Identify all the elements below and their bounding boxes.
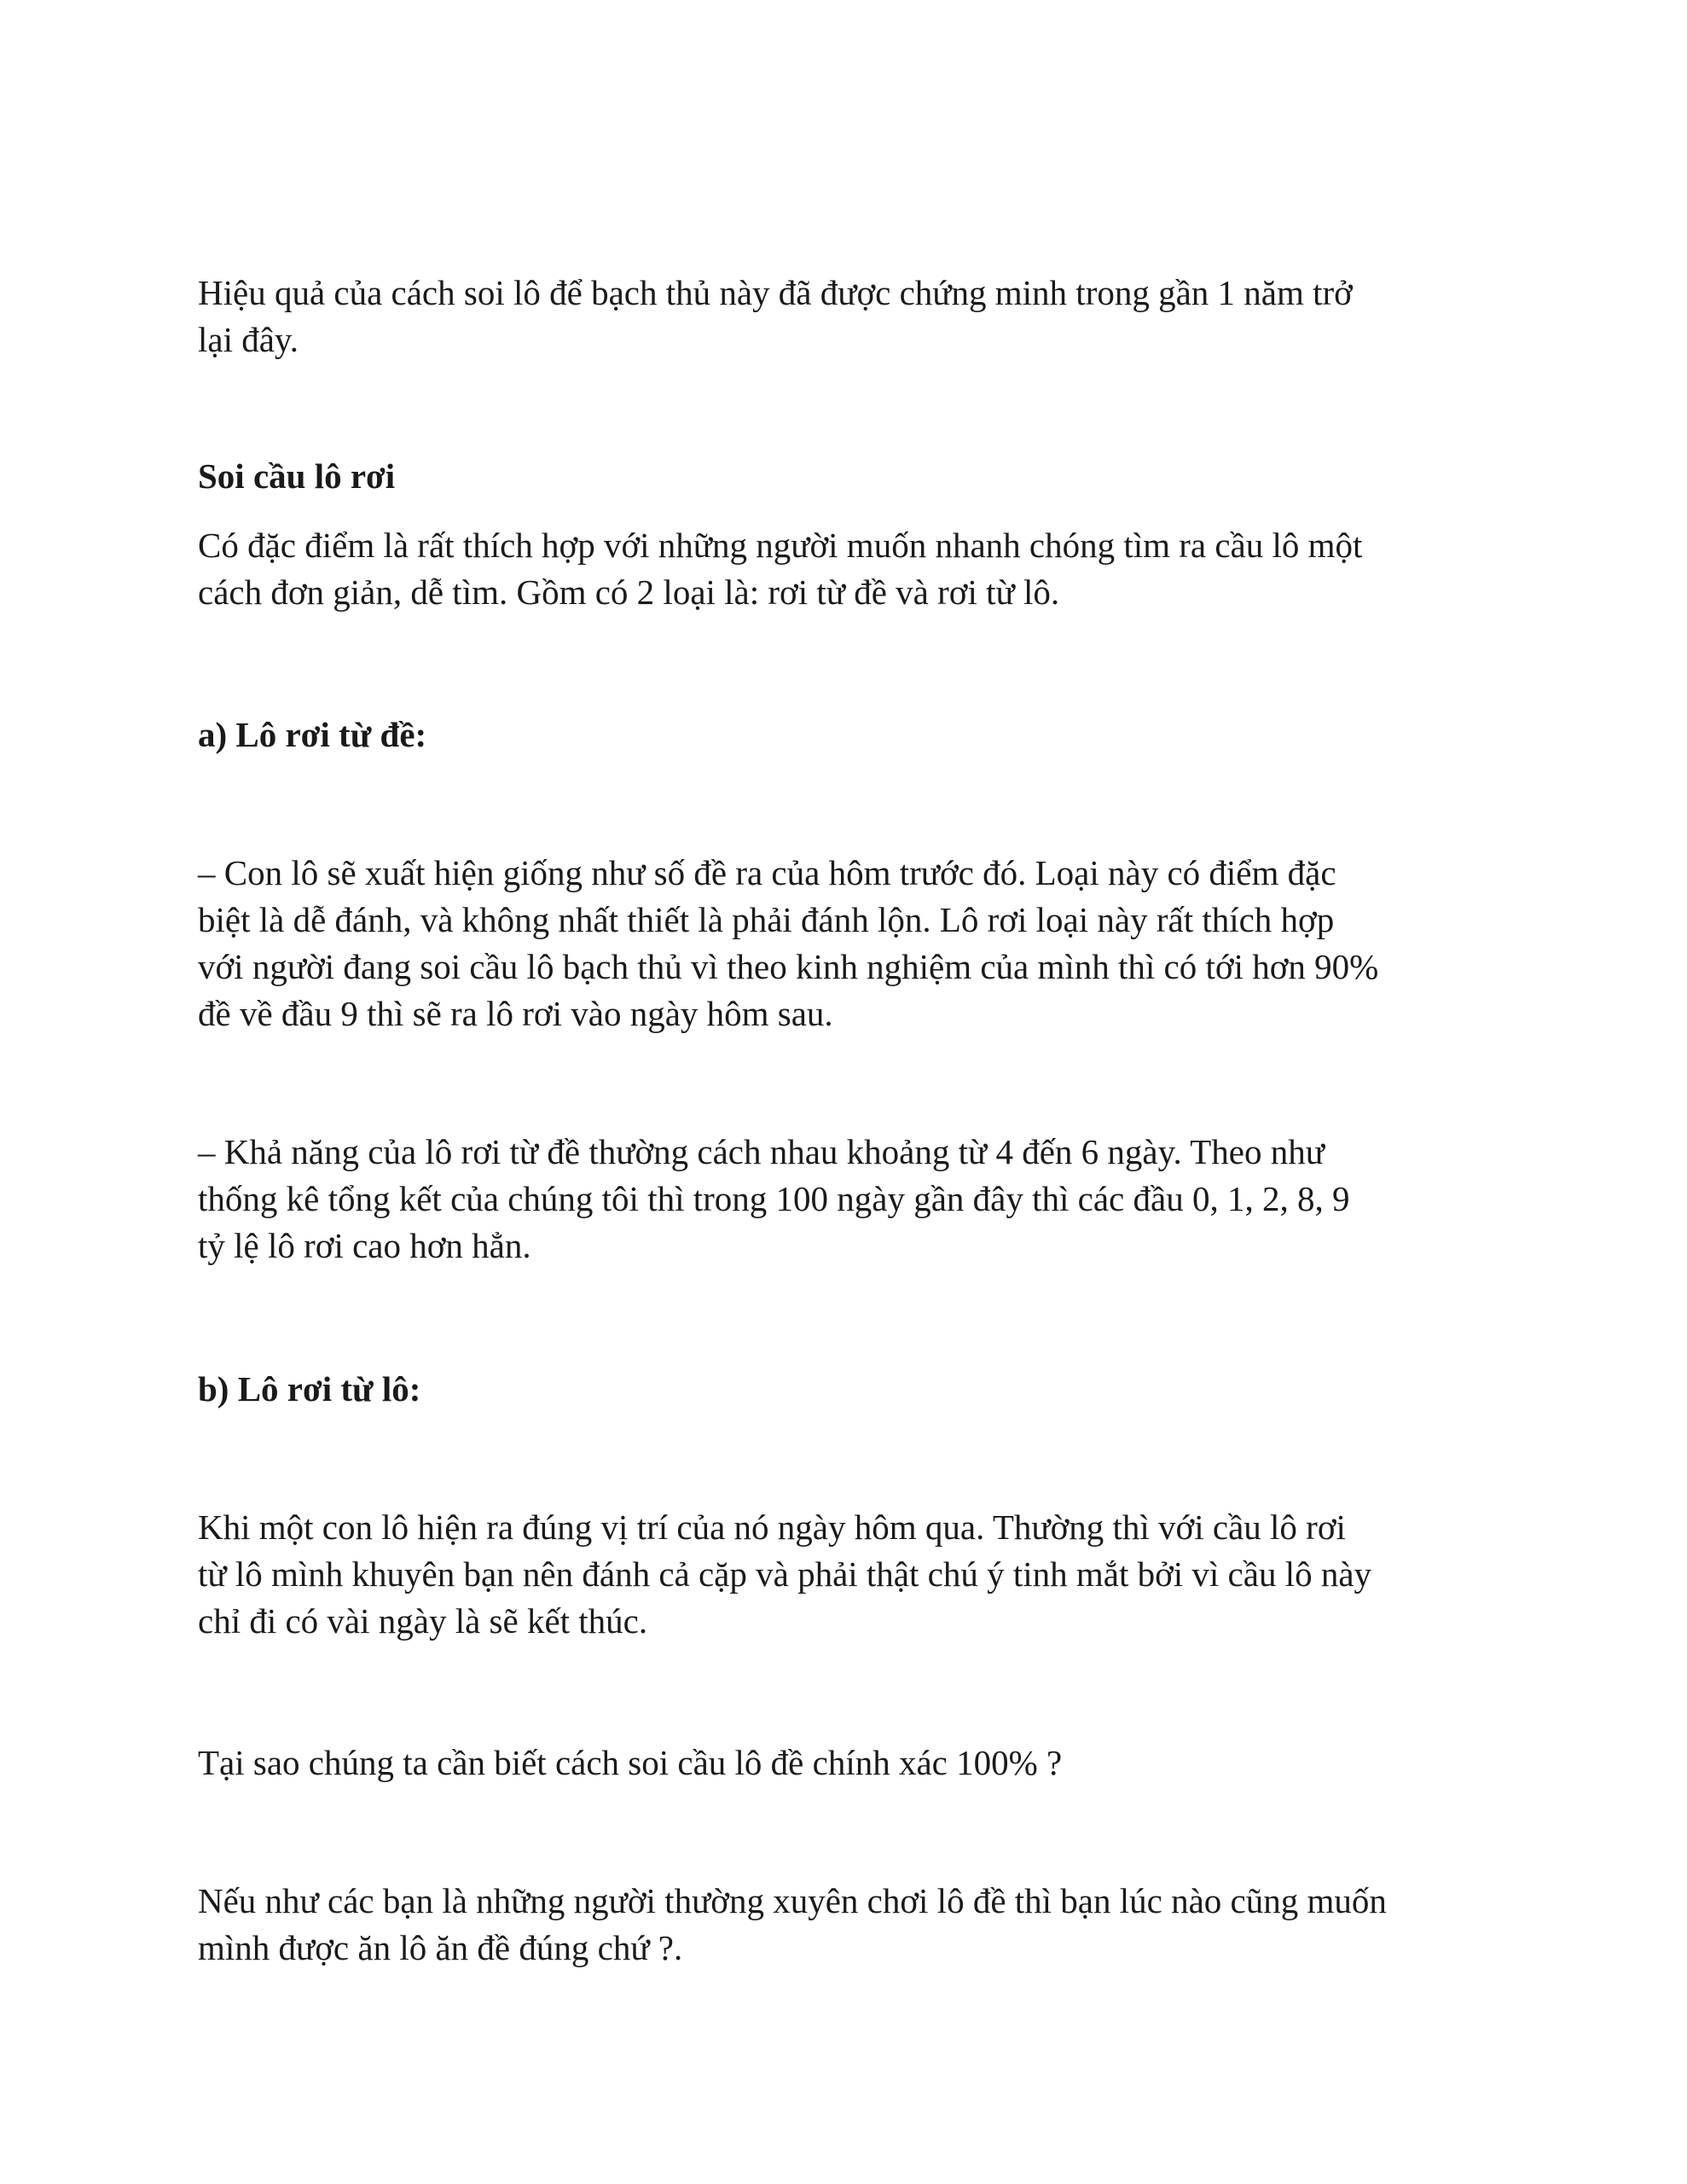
text-line: – Con lô sẽ xuất hiện giống như số đề ra của hôm trước đó. Loại này có điểm đặc — [198, 853, 1336, 892]
text-line: chỉ đi có vài ngày là sẽ kết thúc. — [198, 1601, 648, 1641]
text-line: đề về đầu 9 thì sẽ ra lô rơi vào ngày hôm sau. — [198, 994, 833, 1033]
text-line: với người đang soi cầu lô bạch thủ vì theo kinh nghiệm của mình thì có tới hơn 90% — [198, 947, 1379, 986]
paragraph-question — [198, 1740, 1494, 1786]
paragraph-lo-roi-tu-de-2 — [198, 1129, 1494, 1269]
paragraph-lo-roi-description — [198, 522, 1494, 616]
paragraph-conclusion — [198, 1878, 1494, 1972]
text-line: Hiệu quả của cách soi lô để bạch thủ này đã được chứng minh trong gần 1 năm trở — [198, 273, 1353, 312]
subheading-lo-roi-tu-lo: b) Lô rơi từ lô: — [198, 1369, 421, 1409]
paragraph-intro — [198, 270, 1494, 363]
text-line: lại đây. — [198, 320, 299, 359]
text-line: biệt là dễ đánh, và không nhất thiết là phải đánh lộn. Lô rơi loại này rất thích hợp — [198, 900, 1335, 939]
text-line: – Khả năng của lô rơi từ đề thường cách nhau khoảng từ 4 đến 6 ngày. Theo như — [198, 1132, 1325, 1171]
text-line: từ lô mình khuyên bạn nên đánh cả cặp và phải thật chú ý tinh mắt bởi vì cầu lô này — [198, 1554, 1372, 1594]
text-line: Tại sao chúng ta cần biết cách soi cầu lô đề chính xác 100% ? — [198, 1743, 1063, 1782]
section-heading-lo-roi: Soi cầu lô rơi — [198, 456, 396, 496]
text-line: tỷ lệ lô rơi cao hơn hẳn. — [198, 1226, 531, 1265]
paragraph-lo-roi-tu-lo — [198, 1504, 1494, 1645]
text-line: Khi một con lô hiện ra đúng vị trí của nó ngày hôm qua. Thường thì với cầu lô rơi — [198, 1507, 1346, 1547]
subheading-lo-roi-tu-de: a) Lô rơi từ đề: — [198, 715, 427, 754]
text-line: cách đơn giản, dễ tìm. Gồm có 2 loại là: rơi từ đề và rơi từ lô. — [198, 572, 1060, 612]
text-line: Nếu như các bạn là những người thường xuyên chơi lô đề thì bạn lúc nào cũng muốn — [198, 1881, 1387, 1920]
paragraph-lo-roi-tu-de-1 — [198, 850, 1494, 1037]
text-line: mình được ăn lô ăn đề đúng chứ ?. — [198, 1928, 683, 1967]
text-line: thống kê tổng kết của chúng tôi thì trong 100 ngày gần đây thì các đầu 0, 1, 2, 8, 9 — [198, 1179, 1350, 1218]
text-line: Có đặc điểm là rất thích hợp với những người muốn nhanh chóng tìm ra cầu lô một — [198, 526, 1363, 565]
